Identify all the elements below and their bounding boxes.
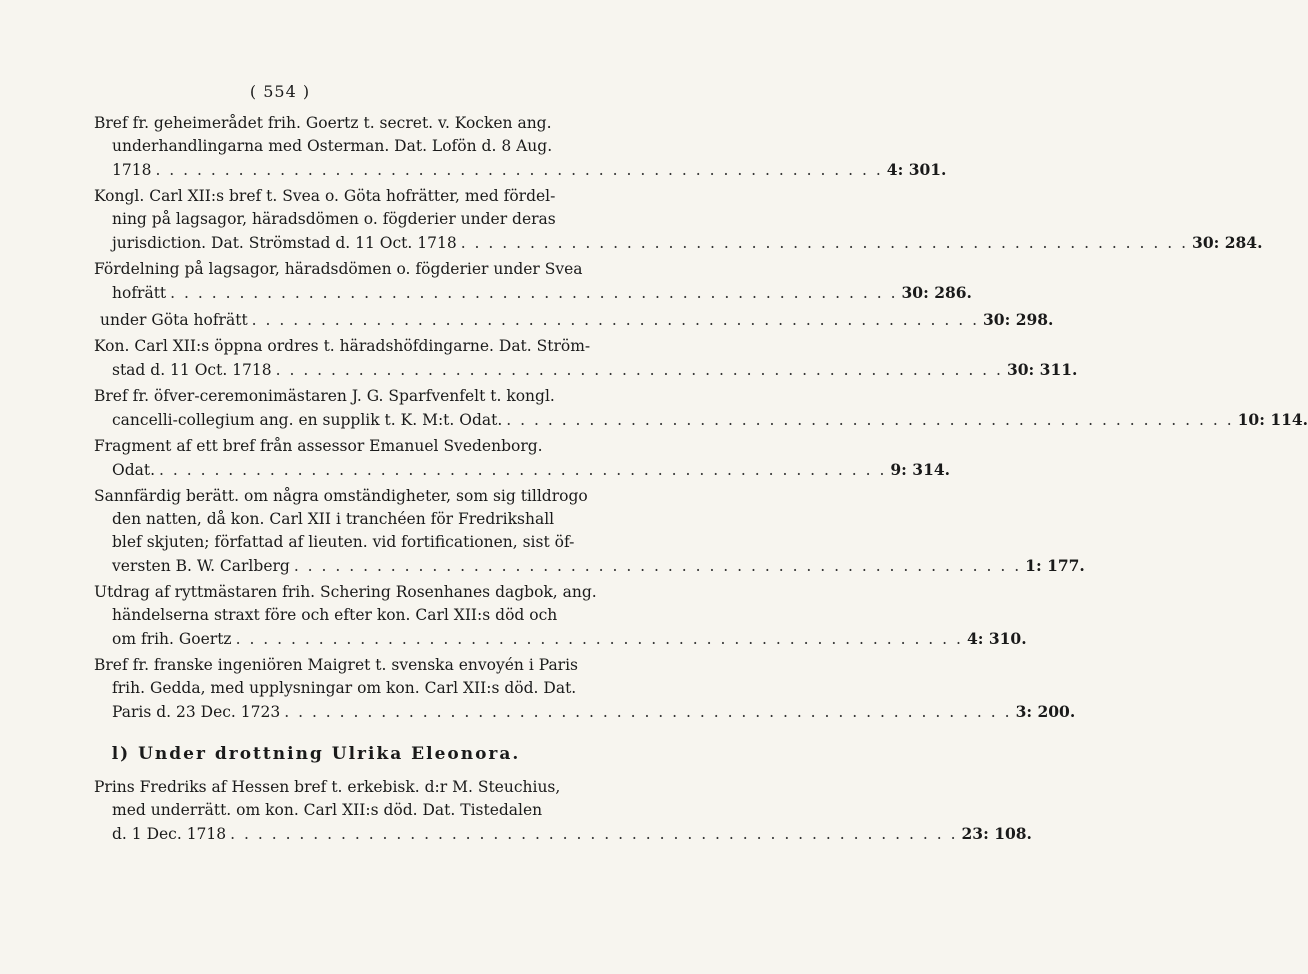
entry-last-line (94, 308, 1054, 332)
entry-line: Kon. Carl XII:s öppna ordres t. häradshöfdingarne. Dat. Ström- (94, 337, 591, 355)
index-entry (94, 258, 972, 305)
leader-dots (280, 701, 1015, 724)
index-entry (94, 581, 1027, 651)
leader-dots (290, 555, 1025, 578)
entry-last-line (94, 458, 951, 482)
page-reference: 23: 108. (961, 824, 1032, 843)
entry-line: Bref fr. öfver-ceremonimästaren J. G. Sparfvenfelt t. kongl. (94, 387, 555, 405)
entry-line: blef skjuten; författad af lieuten. vid fortificationen, sist öf- (112, 533, 575, 551)
entry-last-line (94, 231, 1263, 255)
leader-dots (272, 359, 1007, 382)
entry-text: Paris d. 23 Dec. 1723 (112, 703, 281, 721)
leader-dots (502, 409, 1237, 432)
index-entry (94, 435, 951, 482)
entry-last-line (94, 700, 1076, 724)
entry-text: om frih. Goertz (112, 630, 232, 648)
entry-text: 1718 (112, 161, 152, 179)
entry-text: stad d. 11 Oct. 1718 (112, 361, 272, 379)
entry-line: Fördelning på lagsagor, häradsdömen o. fögderier under Svea (94, 260, 583, 278)
entry-text: versten B. W. Carlberg (112, 557, 290, 575)
entries-section (94, 776, 1032, 846)
page-reference: 4: 301. (886, 160, 947, 179)
entry-line: med underrätt. om kon. Carl XII:s död. Dat. Tistedalen (112, 801, 543, 819)
leader-dots (151, 159, 886, 182)
index-entry (94, 308, 1054, 332)
entry-line: den natten, då kon. Carl XII i tranchéen för Fredrikshall (112, 510, 555, 528)
entry-text: hofrätt (112, 284, 167, 302)
entry-line: Utdrag af ryttmästaren frih. Schering Rosenhanes dagbok, ang. (94, 583, 597, 601)
entry-last-line (94, 358, 1078, 382)
section-heading: l) Under drottning Ulrika Eleonora. (111, 744, 521, 764)
entry-line: underhandlingarna med Osterman. Dat. Lofön d. 8 Aug. (112, 137, 553, 155)
entry-line: Bref fr. geheimerådet frih. Goertz t. secret. v. Kocken ang. (94, 114, 552, 132)
page-reference: 3: 200. (1015, 702, 1076, 721)
entry-last-line (94, 281, 972, 305)
entry-line: Fragment af ett bref från assessor Emanuel Svedenborg. (94, 437, 543, 455)
page-reference: 9: 314. (890, 460, 951, 479)
page-reference: 10: 114. (1237, 410, 1308, 429)
page-number: ( 554 ) (249, 82, 311, 101)
entry-last-line (94, 554, 1085, 578)
entry-last-line (94, 627, 1027, 651)
page-reference: 30: 311. (1006, 360, 1078, 379)
entry-text: under Göta hofrätt (100, 311, 248, 329)
index-entry (94, 185, 1263, 255)
entry-last-line (94, 158, 947, 182)
index-entry (94, 654, 1076, 724)
leader-dots (248, 309, 983, 332)
leader-dots (166, 282, 901, 305)
entry-line: Prins Fredriks af Hessen bref t. erkebisk. d:r M. Steuchius, (94, 778, 561, 796)
index-entry (94, 385, 1308, 432)
index-entry (94, 485, 1085, 578)
entry-last-line (94, 822, 1032, 846)
entry-last-line (94, 408, 1308, 432)
index-entry (94, 776, 1032, 846)
entry-line: händelserna straxt före och efter kon. Carl XII:s död och (112, 606, 558, 624)
page-reference: 1: 177. (1025, 556, 1085, 575)
entry-text: cancelli-collegium ang. en supplik t. K. M:t. Odat. (112, 411, 503, 429)
leader-dots (457, 232, 1192, 255)
entry-line: frih. Gedda, med upplysningar om kon. Carl XII:s död. Dat. (112, 679, 577, 697)
index-entry (94, 112, 947, 182)
entry-line: Bref fr. franske ingeniören Maigret t. svenska envoyén i Paris (94, 656, 579, 674)
page-reference: 30: 286. (901, 283, 972, 302)
page-reference: 30: 284. (1192, 233, 1263, 252)
leader-dots (232, 628, 967, 651)
leader-dots (226, 823, 961, 846)
entry-list (94, 112, 1308, 849)
entry-line: Kongl. Carl XII:s bref t. Svea o. Göta hofrätter, med fördel- (94, 187, 556, 205)
page-reference: 4: 310. (966, 629, 1027, 648)
leader-dots (155, 459, 890, 482)
entry-text: Odat. (112, 461, 156, 479)
entry-text: d. 1 Dec. 1718 (112, 825, 227, 843)
entries-main (94, 112, 1308, 724)
entry-line: Sannfärdig berätt. om några omständigheter, som sig tilldrogo (94, 487, 588, 505)
entry-text: jurisdiction. Dat. Strömstad d. 11 Oct. 1718 (112, 234, 457, 252)
page-reference: 30: 298. (983, 310, 1054, 329)
index-entry (94, 335, 1078, 382)
entry-line: ning på lagsagor, häradsdömen o. fögderier under deras (112, 210, 556, 228)
